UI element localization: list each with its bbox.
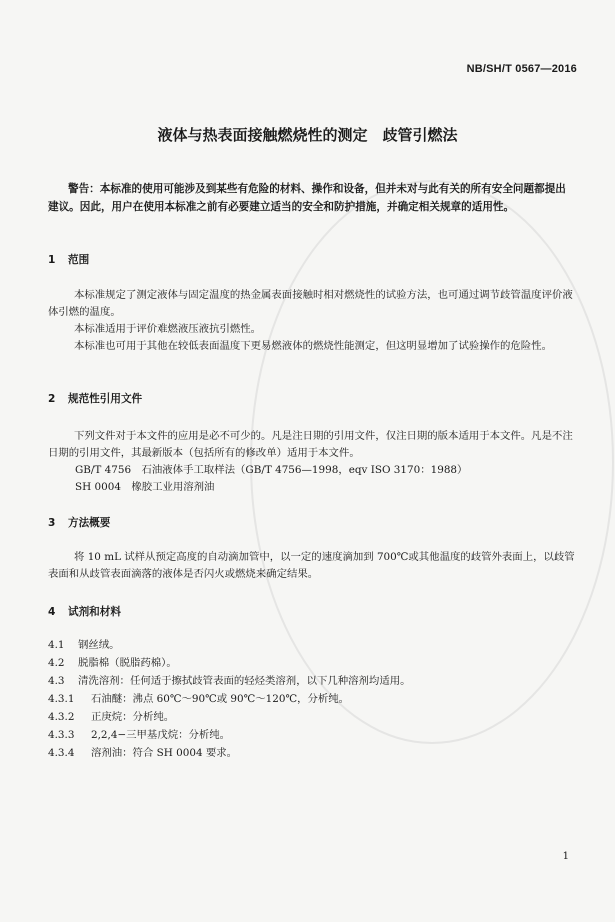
list-subitem [48, 709, 576, 726]
list-item [48, 637, 576, 654]
item-number: 4.3.1 [48, 693, 75, 705]
item-text: 钢丝绒。 [78, 639, 120, 651]
section-title: 方法概要 [68, 517, 111, 529]
warning-paragraph: 警告：本标准的使用可能涉及到某些有危险的材料、操作和设备，但并未对与此有关的所有安全问题都提出建议。因此，用户在使用本标准之前有必要建立适当的安全和防护措施，并确定相关规章的适用性。 [48, 183, 566, 213]
section-number: 1 [48, 254, 56, 266]
item-number: 4.3.2 [48, 711, 75, 723]
list-subitem [48, 727, 576, 744]
section-title: 试剂和材料 [68, 606, 121, 618]
reference-item: SH 0004 橡胶工业用溶剂油 [75, 481, 215, 493]
item-text: 石油醚：沸点 60℃～90℃或 90℃～120℃，分析纯。 [91, 693, 350, 705]
scope-paragraph-3: 本标准也可用于其他在较低表面温度下更易燃液体的燃烧性能测定，但这明显增加了试验操作的危险性。 [74, 340, 552, 352]
item-number: 4.2 [48, 657, 65, 669]
item-text: 清洗溶剂：任何适于擦拭歧管表面的轻烃类溶剂，以下几种溶剂均适用。 [78, 675, 411, 687]
method-summary-paragraph: 将 10 mL 试样从预定高度的自动滴加管中，以一定的速度滴加到 700℃或其他温度的歧管外表面上，以歧管表面和从歧管表面滴落的液体是否闪火或燃烧来确定结果。 [48, 551, 575, 580]
standard-code: NB/SH/T 0567—2016 [466, 63, 577, 75]
reference-item: GB/T 4756 石油液体手工取样法（GB/T 4756—1998，eqv ISO 3170：1988） [75, 464, 468, 476]
section-2-heading [48, 391, 142, 406]
scope-paragraph-2: 本标准适用于评价难燃液压液抗引燃性。 [74, 323, 262, 335]
item-number: 4.3.4 [48, 747, 75, 759]
list-item [48, 673, 576, 690]
item-text: 正庚烷：分析纯。 [91, 711, 175, 723]
section-number: 3 [48, 517, 56, 529]
section-title: 规范性引用文件 [68, 393, 143, 405]
item-number: 4.1 [48, 639, 65, 651]
item-number: 4.3 [48, 675, 65, 687]
references-intro: 下列文件对于本文件的应用是必不可少的。凡是注日期的引用文件，仅注日期的版本适用于本文件。凡是不注日期的引用文件，其最新版本（包括所有的修改单）适用于本文件。 [48, 430, 573, 459]
section-number: 4 [48, 606, 56, 618]
list-subitem [48, 745, 576, 762]
section-number: 2 [48, 393, 56, 405]
list-subitem [48, 691, 576, 708]
section-title: 范围 [68, 254, 90, 266]
scope-paragraph-1: 本标准规定了测定液体与固定温度的热金属表面接触时相对燃烧性的试验方法，也可通过调节歧管温度评价液体引燃的温度。 [48, 289, 573, 318]
section-4-heading [48, 604, 121, 619]
document-title: 液体与热表面接触燃烧性的测定 歧管引燃法 [157, 126, 458, 144]
item-text: 2,2,4−三甲基戊烷：分析纯。 [91, 729, 231, 741]
section-1-heading [48, 252, 89, 267]
section-3-heading [48, 515, 110, 530]
item-text: 溶剂油：符合 SH 0004 要求。 [91, 747, 238, 759]
item-number: 4.3.3 [48, 729, 75, 741]
list-item [48, 655, 576, 672]
page-number: 1 [562, 851, 569, 862]
item-text: 脱脂棉（脱脂药棉）。 [78, 657, 177, 669]
